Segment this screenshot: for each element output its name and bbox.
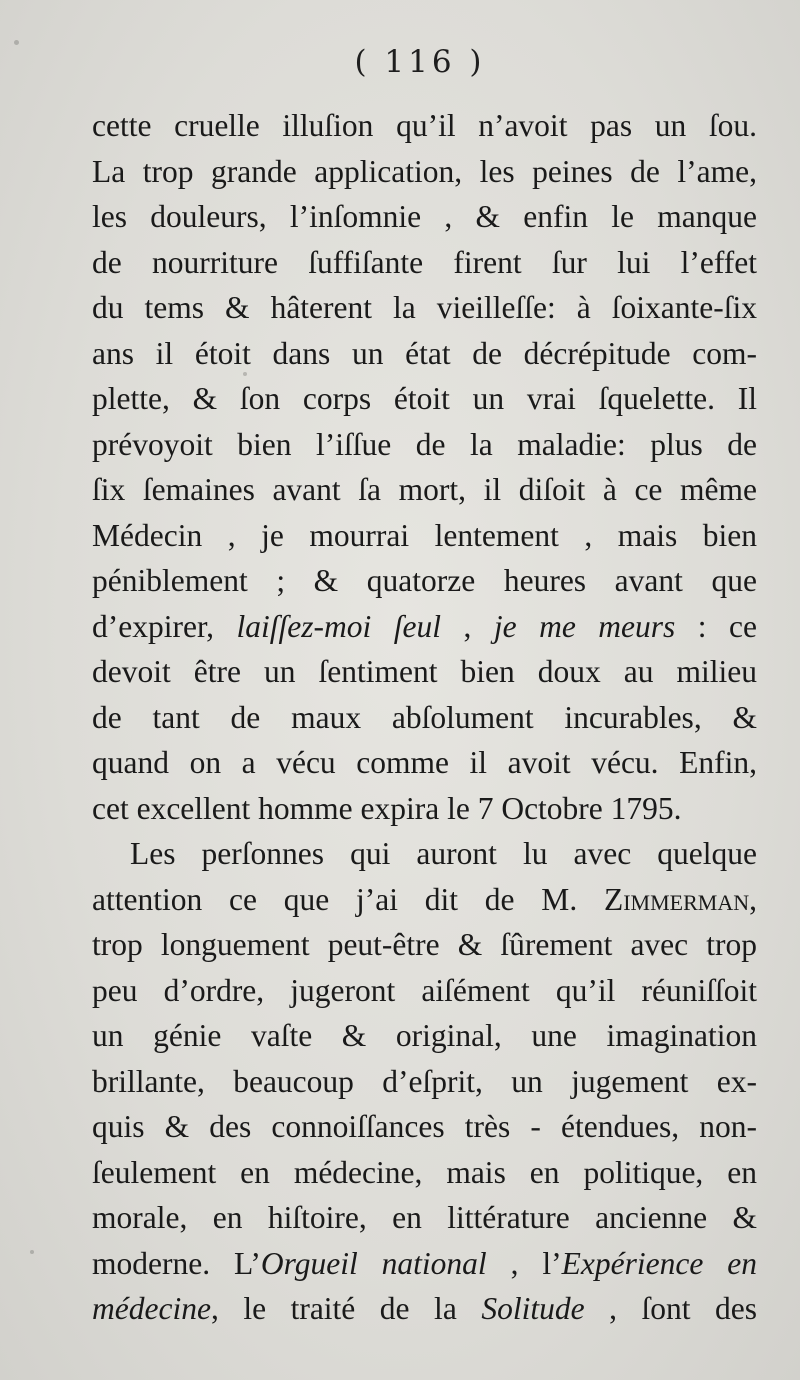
text-segment: les douleurs, l’inſomnie , & enfin le manque: [92, 199, 757, 234]
text-line: [92, 194, 757, 240]
text-line: [92, 331, 757, 377]
smallcaps-name: Zimmerman: [603, 881, 750, 917]
text-line: [92, 968, 757, 1014]
text-line: [92, 1013, 757, 1059]
text-line: [92, 1150, 757, 1196]
text-line: [92, 513, 757, 559]
text-segment: d’expirer,: [92, 608, 237, 644]
italic-text: je me meurs: [493, 608, 676, 644]
page-number: ( 116 ): [354, 44, 486, 80]
text-segment: peu d’ordre, jugeront aiſément qu’il réuniſſoit: [92, 972, 757, 1008]
text-segment: quand on a vécu comme il avoit vécu. Enfin,: [92, 745, 757, 780]
text-segment: , l’: [486, 1245, 562, 1281]
text-segment: , le traité de la: [210, 1291, 482, 1326]
text-segment: plette, & ſon corps étoit un vrai ſquelette. Il: [92, 381, 757, 416]
italic-text: Expérience en: [561, 1245, 757, 1281]
text-segment: prévoyoit bien l’iſſue de la maladie: plus de: [92, 426, 757, 462]
text-segment: morale, en hiſtoire, en littérature ancienne &: [92, 1200, 757, 1235]
text-line: [92, 149, 757, 195]
text-line: [92, 376, 757, 422]
text-segment: La trop grande application, les peines de l’ame,: [92, 153, 757, 189]
text-line: [92, 786, 757, 832]
text-segment: brillante, beaucoup d’eſprit, un jugement ex-: [92, 1063, 757, 1099]
text-line: [92, 1195, 757, 1241]
text-segment: : ce: [675, 608, 757, 644]
italic-text: Solitude: [481, 1291, 585, 1326]
text-line: [92, 240, 757, 286]
text-line: [92, 740, 757, 786]
text-segment: cette cruelle illuſion qu’il n’avoit pas un ſou.: [92, 108, 757, 143]
text-segment: Médecin , je mourrai lentement , mais bien: [92, 517, 757, 553]
text-segment: Les perſonnes qui auront lu avec quelque: [130, 836, 757, 871]
text-line: [92, 1059, 757, 1105]
text-line: [92, 695, 757, 741]
text-segment: de nourriture ſuffiſante firent ſur lui l’effet: [92, 244, 757, 280]
text-segment: ſix ſemaines avant ſa mort, il diſoit à ce même: [92, 472, 757, 507]
text-line: [92, 1104, 757, 1150]
text-segment: ,: [749, 881, 757, 917]
text-line: [92, 831, 757, 877]
italic-text: laiſſez-moi ſeul: [236, 608, 442, 644]
text-line: [92, 922, 757, 968]
text-segment: moderne. L’: [92, 1245, 261, 1281]
ink-speck: [30, 1250, 34, 1254]
text-segment: devoit être un ſentiment bien doux au milieu: [92, 654, 757, 689]
text-segment: cet excellent homme expira le 7 Octobre 1795.: [92, 790, 682, 826]
text-line: [92, 558, 757, 604]
text-line: [92, 422, 757, 468]
text-segment: ſeulement en médecine, mais en politique, en: [92, 1154, 757, 1190]
text-segment: un génie vaſte & original, une imagination: [92, 1018, 757, 1053]
text-segment: péniblement ; & quatorze heures avant que: [92, 563, 757, 598]
text-line: [92, 103, 757, 149]
text-line: [92, 1241, 757, 1287]
body-text: [92, 103, 757, 1332]
text-segment: ,: [441, 608, 494, 644]
text-line: [92, 467, 757, 513]
text-segment: quis & des connoiſſances très - étendues, non-: [92, 1109, 757, 1144]
text-segment: , ſont des: [584, 1291, 757, 1326]
text-line: [92, 877, 757, 923]
text-line: [92, 604, 757, 650]
text-segment: ans il étoit dans un état de décrépitude com-: [92, 335, 757, 371]
text-line: [92, 649, 757, 695]
text-line: [92, 1286, 757, 1332]
italic-text: médecine: [92, 1291, 211, 1326]
italic-text: Orgueil national: [260, 1245, 487, 1281]
text-line: [92, 285, 757, 331]
text-segment: attention ce que j’ai dit de M.: [92, 881, 604, 917]
text-segment: de tant de maux abſolument incurables, &: [92, 699, 757, 735]
text-segment: trop longuement peut-être & ſûrement avec trop: [92, 927, 757, 962]
text-segment: du tems & hâterent la vieilleſſe: à ſoixante-ſix: [92, 290, 757, 325]
